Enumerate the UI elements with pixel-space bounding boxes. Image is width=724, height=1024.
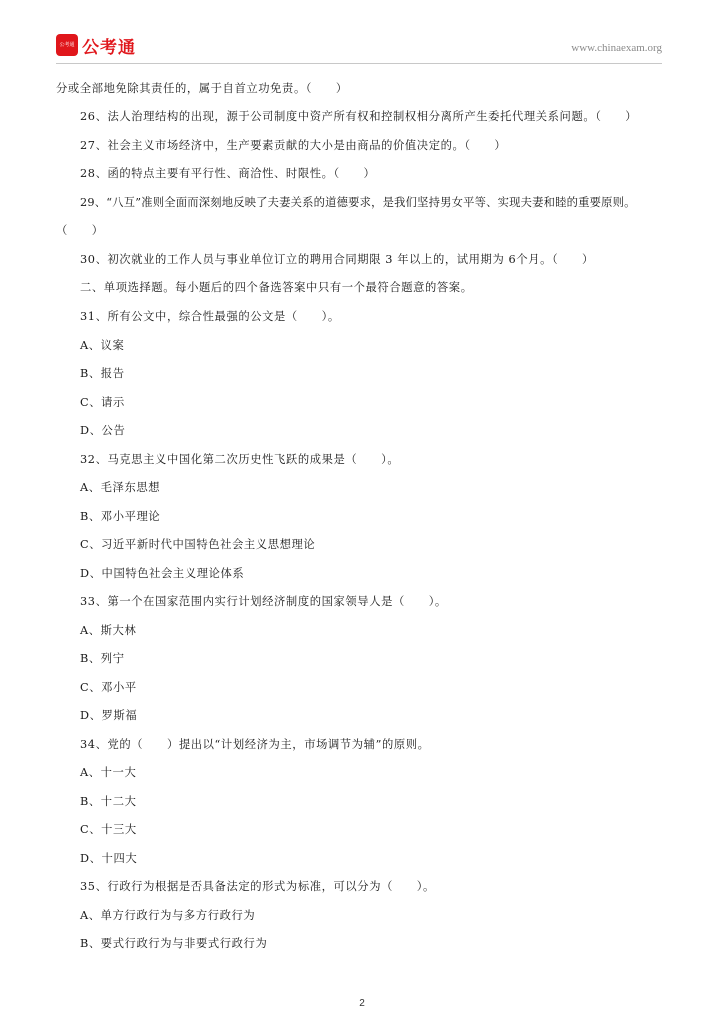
option-a: A、单方行政行为与多方行政行为 <box>80 909 256 922</box>
text-line: 分或全部地免除其责任的，属于自首立功免责。（ ） <box>56 82 348 95</box>
question-30: 30、初次就业的工作人员与事业单位订立的聘用合同期限 3 年以上的，试用期为 6个月。（ ） <box>80 253 594 266</box>
option-a: A、毛泽东思想 <box>80 481 161 494</box>
option-c: C、十三大 <box>80 823 137 836</box>
option-d: D、中国特色社会主义理论体系 <box>80 567 245 580</box>
option-d: D、罗斯福 <box>80 709 138 722</box>
site-url: www.chinaexam.org <box>571 42 662 54</box>
question-29: 29、“八互”准则全面而深刻地反映了夫妻关系的道德要求，是我们坚持男女平等、实现夫妻和睦的重要原则。 <box>80 196 636 209</box>
option-b: B、列宁 <box>80 652 125 665</box>
question-32: 32、马克思主义中国化第二次历史性飞跃的成果是（ ）。 <box>80 453 400 466</box>
option-d: D、十四大 <box>80 852 138 865</box>
logo-badge-icon: 公考通 <box>56 34 78 56</box>
page-number: 2 <box>359 998 365 1009</box>
option-b: B、邓小平理论 <box>80 510 161 523</box>
section-heading: 二、单项选择题。每小题后的四个备选答案中只有一个最符合题意的答案。 <box>80 281 473 294</box>
question-31: 31、所有公文中，综合性最强的公文是（ ）。 <box>80 310 340 323</box>
question-26: 26、法人治理结构的出现，源于公司制度中资产所有权和控制权相分离所产生委托代理关系问题。（ ） <box>80 110 638 123</box>
option-b: B、要式行政行为与非要式行政行为 <box>80 937 268 950</box>
question-33: 33、第一个在国家范围内实行计划经济制度的国家领导人是（ ）。 <box>80 595 447 608</box>
logo-text: 公考通 <box>82 37 136 58</box>
option-a: A、议案 <box>80 339 125 352</box>
question-27: 27、社会主义市场经济中，生产要素贡献的大小是由商品的价值决定的。（ ） <box>80 139 507 152</box>
option-b: B、十二大 <box>80 795 137 808</box>
option-c: C、请示 <box>80 396 125 409</box>
question-34: 34、党的（ ）提出以“计划经济为主，市场调节为辅”的原则。 <box>80 738 430 751</box>
question-28: 28、函的特点主要有平行性、商洽性、时限性。（ ） <box>80 167 376 180</box>
option-b: B、报告 <box>80 367 125 380</box>
option-c: C、习近平新时代中国特色社会主义思想理论 <box>80 538 316 551</box>
question-29-continuation: （ ） <box>56 224 104 237</box>
option-a: A、斯大林 <box>80 624 137 637</box>
option-a: A、十一大 <box>80 766 137 779</box>
question-35: 35、行政行为根据是否具备法定的形式为标准，可以分为（ ）。 <box>80 880 435 893</box>
option-d: D、公告 <box>80 424 126 437</box>
option-c: C、邓小平 <box>80 681 137 694</box>
